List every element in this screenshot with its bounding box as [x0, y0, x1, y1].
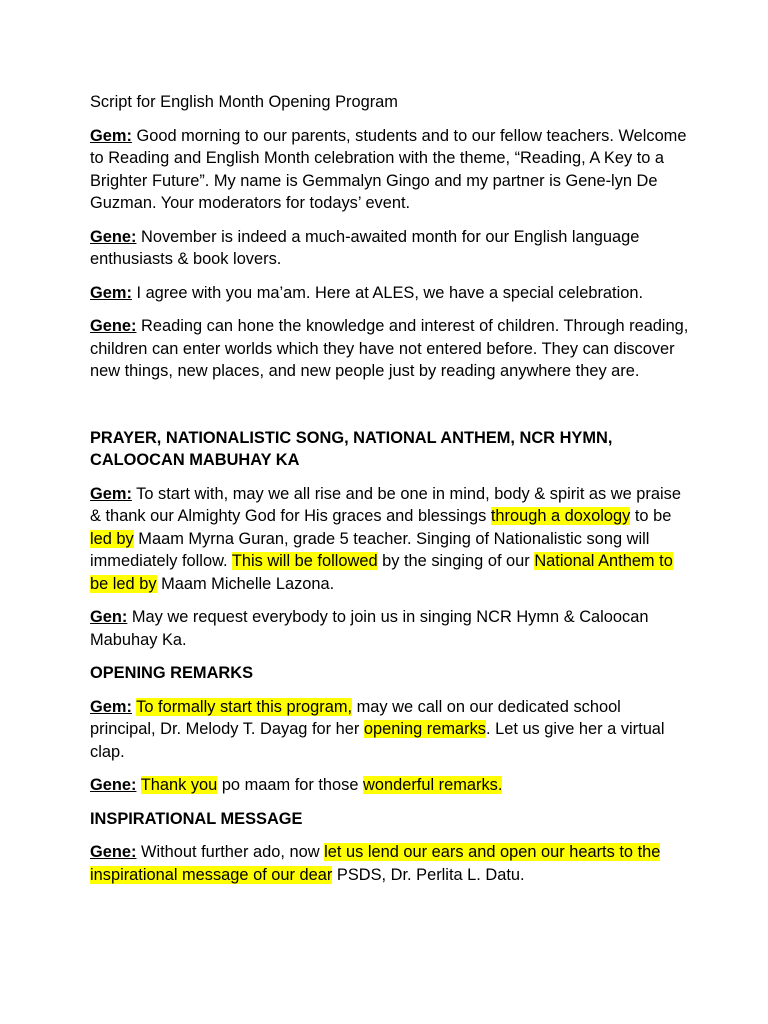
dialogue-text: by the singing of our [377, 552, 535, 570]
opening-section [90, 696, 690, 797]
dialogue-paragraph [90, 774, 690, 797]
dialogue-text: PSDS, Dr. Perlita L. Datu. [332, 865, 525, 884]
dialogue-text: to be [630, 507, 672, 525]
dialogue-text: I agree with you ma’am. Here at ALES, we have a special celebration. [131, 283, 644, 302]
dialogue-paragraph [90, 483, 690, 596]
dialogue-text: Maam Michelle Lazona. [156, 574, 335, 593]
heading-opening-remarks: OPENING REMARKS [90, 664, 254, 682]
speaker-label: Gene: [90, 227, 137, 246]
highlighted-text: This will be followed [231, 552, 378, 570]
document-title: Script for English Month Opening Program [90, 93, 398, 111]
document-page [90, 91, 690, 897]
heading-inspirational-message: INSPIRATIONAL MESSAGE [90, 809, 303, 828]
speaker-label: Gem: [90, 126, 132, 145]
dialogue-text: . Let us give her a virtual clap. [90, 720, 665, 761]
prayer-section [90, 483, 690, 652]
dialogue-text: To start with, may we all rise and be one in mind, body & spirit as we praise & thank our Almighty God for His graces and blessings [90, 484, 681, 525]
speaker-label: Gen: [90, 608, 128, 626]
section-gap [90, 394, 690, 427]
highlighted-text: wonderful remarks. [363, 776, 503, 794]
speaker-label: Gem: [90, 484, 132, 503]
heading-prayer: PRAYER, NATIONALISTIC SONG, NATIONAL ANTHEM, NCR HYMN, CALOOCAN MABUHAY KA [90, 428, 613, 469]
highlighted-text: To formally start this program, [136, 697, 353, 716]
dialogue-paragraph [90, 841, 690, 886]
dialogue-paragraph [90, 696, 690, 764]
dialogue-text: may we call on our dedicated school principal, Dr. Melody T. Dayag for her [90, 697, 621, 738]
highlighted-text: let us lend our ears and open our hearts to the inspirational message of our dear [90, 843, 661, 884]
dialogue-paragraph [90, 125, 690, 215]
highlighted-text: led by [90, 529, 134, 548]
speaker-label: Gene: [90, 843, 137, 861]
dialogue-paragraph [90, 282, 690, 305]
highlighted-text: opening remarks [363, 720, 486, 738]
intro-section [90, 125, 690, 383]
highlighted-text: through a doxology [490, 507, 631, 525]
inspirational-section [90, 841, 690, 886]
highlighted-text: National Anthem to be led by [90, 552, 673, 593]
highlighted-text: Thank you [140, 776, 218, 794]
speaker-label: Gem: [90, 283, 132, 302]
dialogue-text: November is indeed a much-awaited month for our English language enthusiasts & book lovers. [90, 227, 640, 268]
speaker-label: Gem: [90, 697, 132, 716]
dialogue-text: Reading can hone the knowledge and interest of children. Through reading, children can enter worlds which they have not entered before. They can discover new things, new places, and new people just by reading anywhere they are. [90, 317, 689, 380]
dialogue-text: Without further ado, now [136, 843, 325, 861]
dialogue-text: po maam for those [217, 776, 364, 794]
dialogue-text: Good morning to our parents, students and to our fellow teachers. Welcome to Reading and English Month celebration with the theme, “Reading, A Key to a Brighter Future”. My name is Gemmalyn Gingo and my partner is Gene-lyn De Guzman. Your moderators for todays’ event. [90, 126, 687, 212]
dialogue-text: Maam Myrna Guran, grade 5 teacher. Singing of Nationalistic song will immediately follow. [90, 529, 650, 570]
dialogue-text: May we request everybody to join us in singing NCR Hymn & Caloocan Mabuhay Ka. [90, 608, 649, 649]
dialogue-paragraph [90, 606, 690, 651]
dialogue-paragraph [90, 226, 690, 271]
speaker-label: Gene: [90, 317, 137, 335]
speaker-label: Gene: [90, 776, 137, 794]
dialogue-paragraph [90, 315, 690, 383]
